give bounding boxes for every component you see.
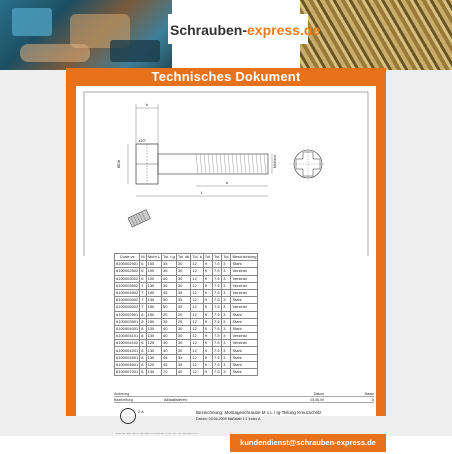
table-cell: 7 <box>140 304 146 311</box>
table-cell: 8 <box>140 340 146 347</box>
table-cell: 35 <box>162 261 177 268</box>
table-cell: Verzinkt <box>231 304 258 311</box>
table-cell: 12 <box>191 340 203 347</box>
table-cell: Stahl <box>231 361 258 368</box>
header-tol-lg: Tol. Lg <box>163 254 175 260</box>
table-cell: 30 <box>176 282 191 289</box>
parts-table-body <box>115 261 258 376</box>
brand-name-main: Schrauben- <box>170 22 248 38</box>
table-cell: 12 <box>191 361 203 368</box>
table-cell: 3 <box>222 311 231 318</box>
table-cell: 6100005002 <box>116 297 139 303</box>
sub-description-text: Datum: 03.06.2009 Maßstab 1:1 Index A <box>196 417 261 421</box>
dim-b: b <box>226 180 229 185</box>
table-cell: 40 <box>162 275 177 282</box>
table-cell: 12 <box>191 311 203 318</box>
table-cell: 25 <box>162 311 177 318</box>
table-cell: 9 <box>203 282 212 289</box>
table-cell: 8 <box>140 325 146 332</box>
table-cell: Stahl <box>231 325 258 332</box>
table-cell: 100 <box>146 261 161 268</box>
table-cell: 12 <box>191 304 203 311</box>
table-cell: 6100004502 <box>116 290 139 296</box>
table-row <box>115 369 258 376</box>
table-cell: 3 <box>222 318 231 325</box>
table-cell: 9 <box>203 369 212 376</box>
table-cell: 6100003501 <box>116 318 139 324</box>
table-cell: 35 <box>162 268 177 275</box>
table-row <box>115 311 258 318</box>
table-cell: 7.5 <box>212 311 221 318</box>
parts-table-header-row <box>115 254 258 261</box>
table-cell: 12 <box>191 268 203 275</box>
table-cell: Verzinkt <box>231 340 258 347</box>
table-cell: 3 <box>222 282 231 289</box>
table-cell: 9 <box>203 268 212 275</box>
table-cell: 3 <box>222 297 231 304</box>
table-row <box>115 268 258 275</box>
table-cell: 9 <box>203 311 212 318</box>
table-cell: 6 <box>140 275 146 282</box>
table-cell: Verzinkt <box>231 282 258 289</box>
table-cell: 7.5 <box>212 289 221 296</box>
table-cell: 35 <box>176 297 191 304</box>
label-name: Name <box>364 391 374 396</box>
table-cell: 7.5 <box>212 340 221 347</box>
header-tol-dk: Tol. dk <box>177 254 190 260</box>
document-title-bar <box>66 68 386 86</box>
header-photo-screws <box>300 0 452 70</box>
table-cell: 35 <box>162 318 177 325</box>
title-block-row <box>114 397 374 403</box>
table-cell: 7.5 <box>212 318 221 325</box>
table-cell: 9 <box>203 261 212 268</box>
table-cell: 6100002502 <box>116 268 139 274</box>
description-text: Bezeichnung: Montageschraube M x L / Ig-Teilung Kreuzschlitz <box>196 410 322 415</box>
table-cell: 6100007001 <box>116 369 139 375</box>
table-cell: 3 <box>222 369 231 376</box>
table-cell: 8 <box>140 369 146 376</box>
table-cell: 12 <box>191 261 203 268</box>
table-cell: 8 <box>140 311 146 318</box>
table-cell: 30 <box>176 268 191 275</box>
table-cell: 6100003502 <box>116 282 139 288</box>
logo-label: Z.A. <box>138 410 145 414</box>
header-tol-c: Tol. <box>223 254 230 260</box>
table-cell: 9 <box>203 297 212 304</box>
table-cell: 40 <box>162 325 177 332</box>
table-cell: 7.5 <box>212 297 221 304</box>
table-cell: 3 <box>222 340 231 347</box>
table-cell: 45 <box>162 289 177 296</box>
header-nicht-l: Nicht L <box>147 254 161 260</box>
table-cell: Verzinkt <box>231 333 258 340</box>
table-cell: 125 <box>146 340 161 347</box>
table-cell: 7 <box>140 289 146 296</box>
table-cell: 7.5 <box>212 304 221 311</box>
table-cell: 12 <box>191 282 203 289</box>
title-block <box>114 391 374 403</box>
table-cell: 7.5 <box>212 282 221 289</box>
table-cell: 50 <box>162 304 177 311</box>
table-cell: 7.5 <box>212 347 221 354</box>
table-cell: 7.5 <box>212 361 221 368</box>
table-cell: 35 <box>176 289 191 296</box>
table-cell: 150 <box>146 311 161 318</box>
table-cell: 6100004001 <box>116 325 139 331</box>
table-cell: 25 <box>176 318 191 325</box>
technical-sheet <box>76 86 376 421</box>
table-cell: 30 <box>176 261 191 268</box>
table-cell: 3 <box>222 304 231 311</box>
table-cell: 40 <box>162 347 177 354</box>
table-cell: 3 <box>222 333 231 340</box>
table-cell: 12 <box>191 333 203 340</box>
table-cell: 6100002501 <box>116 261 139 267</box>
table-cell: 9 <box>203 340 212 347</box>
table-cell: Verzinkt <box>231 275 258 282</box>
contact-bar <box>230 434 386 452</box>
table-cell: 35 <box>162 282 177 289</box>
table-cell: 7.5 <box>212 354 221 361</box>
table-cell: Verzinkt <box>231 289 258 296</box>
table-row <box>115 304 258 311</box>
brand-logo[interactable] <box>170 22 320 38</box>
table-cell: 6 <box>140 268 146 275</box>
table-cell: 8 <box>140 318 146 325</box>
date-value: 03.06.09 <box>310 397 324 402</box>
label-aenderung: Änderung <box>114 391 130 396</box>
table-cell: 12 <box>191 275 203 282</box>
table-cell: 130 <box>146 354 161 361</box>
parts-table <box>114 253 258 376</box>
description-block <box>196 410 321 421</box>
table-cell: 6100004101 <box>116 333 139 339</box>
header-beschichtung: Beschichtung <box>232 254 257 260</box>
table-cell: Stahl <box>231 369 258 376</box>
table-cell: 150 <box>146 304 161 311</box>
table-cell: 3 <box>222 354 231 361</box>
table-cell: 6100004601 <box>116 361 139 367</box>
technical-drawing <box>76 86 376 256</box>
table-cell: 6 <box>140 261 146 268</box>
table-row <box>115 275 258 282</box>
table-cell: 7.5 <box>212 325 221 332</box>
table-cell: 12 <box>191 318 203 325</box>
table-cell: 9 <box>203 318 212 325</box>
table-cell: 100 <box>146 268 161 275</box>
table-cell: 45 <box>162 354 177 361</box>
table-cell: 130 <box>146 369 161 376</box>
table-cell: 9 <box>203 289 212 296</box>
dim-l: L <box>201 190 204 195</box>
table-cell: 6100004501 <box>116 354 139 360</box>
table-cell: 7.5 <box>212 369 221 376</box>
table-cell: 130 <box>146 325 161 332</box>
table-row <box>115 354 258 361</box>
table-cell: 8 <box>140 354 146 361</box>
table-cell: 3 <box>222 268 231 275</box>
table-row <box>115 297 258 304</box>
table-cell: 30 <box>176 325 191 332</box>
table-cell: 7.5 <box>212 333 221 340</box>
table-cell: 7 <box>140 282 146 289</box>
table-cell: 9 <box>203 304 212 311</box>
table-row <box>115 282 258 289</box>
header-tol-a: Tol. <box>204 254 211 260</box>
table-cell: Stahl <box>231 318 258 325</box>
table-row <box>115 289 258 296</box>
header-code: Code vs <box>115 254 140 261</box>
table-cell: 6100006002 <box>116 304 139 310</box>
table-cell: 130 <box>146 333 161 340</box>
header-tol-b: Tol. <box>213 254 221 260</box>
table-row <box>115 347 258 354</box>
table-cell: 6100004102 <box>116 340 139 346</box>
table-cell: 8 <box>140 347 146 354</box>
label-datum: Datum <box>313 391 324 396</box>
brand-name-accent: express.de <box>247 22 321 38</box>
table-cell: 40 <box>162 333 177 340</box>
table-cell: Stahl <box>231 261 258 268</box>
table-cell: 70 <box>162 369 177 376</box>
dim-angle: 120° <box>138 138 147 143</box>
table-cell: 35 <box>176 361 191 368</box>
table-cell: 45 <box>162 361 177 368</box>
table-cell: 150 <box>146 318 161 325</box>
table-cell: 40 <box>162 340 177 347</box>
table-row <box>115 261 258 268</box>
table-cell: 35 <box>176 304 191 311</box>
table-cell: Stahl <box>231 311 258 318</box>
value-bearbeitung: Aktualisieren <box>164 397 187 402</box>
table-cell: 120 <box>146 361 161 368</box>
table-cell: Stahl <box>231 347 258 354</box>
header-banner <box>0 0 452 70</box>
label-bearbeitung: Bearbeitung <box>114 397 133 402</box>
table-cell: 130 <box>146 282 161 289</box>
right-accent-strip <box>376 86 386 416</box>
table-cell: 3 <box>222 275 231 282</box>
table-cell: 7.5 <box>212 275 221 282</box>
table-cell: 20 <box>176 311 191 318</box>
table-cell: 35 <box>176 354 191 361</box>
header-m: M <box>141 254 145 260</box>
table-cell: 8 <box>140 361 146 368</box>
table-cell: 9 <box>203 333 212 340</box>
table-cell: 130 <box>146 297 161 304</box>
table-row <box>115 340 258 347</box>
table-cell: 3 <box>222 325 231 332</box>
header-photo-tools <box>0 0 172 70</box>
document-title: Technisches Dokument <box>151 69 301 84</box>
table-cell: 3 <box>222 361 231 368</box>
table-cell: 12 <box>191 325 203 332</box>
table-cell: 12 <box>191 297 203 304</box>
table-cell: 50 <box>162 297 177 304</box>
table-cell: 3 <box>222 289 231 296</box>
dim-k: k <box>146 102 148 107</box>
table-cell: 9 <box>203 354 212 361</box>
table-cell: 7.5 <box>212 261 221 268</box>
table-row <box>115 333 258 340</box>
table-cell: 30 <box>176 333 191 340</box>
table-cell: 7.5 <box>212 268 221 275</box>
table-cell: 8 <box>140 333 146 340</box>
table-cell: 100 <box>146 275 161 282</box>
table-cell: 12 <box>191 354 203 361</box>
certification-logo-icon <box>120 408 136 424</box>
table-cell: Verzinkt <box>231 268 258 275</box>
table-row <box>115 361 258 368</box>
table-cell: 30 <box>176 340 191 347</box>
table-cell: 9 <box>203 325 212 332</box>
left-accent-strip <box>66 86 76 416</box>
table-cell: Stahl <box>231 297 258 304</box>
dim-dk: ØDk <box>116 160 121 168</box>
table-cell: 12 <box>191 369 203 376</box>
header-tol-k: Tol. k <box>192 254 202 260</box>
table-cell: 40 <box>176 369 191 376</box>
table-cell: 3 <box>222 261 231 268</box>
table-row <box>115 325 258 332</box>
table-cell: 6100004201 <box>116 347 139 353</box>
contact-email-link[interactable]: kundendienst@schrauben-express.de <box>240 438 376 447</box>
table-cell: 9 <box>203 347 212 354</box>
table-cell: 12 <box>191 347 203 354</box>
dim-thread: Metrisch <box>273 154 277 168</box>
table-cell: 12 <box>191 289 203 296</box>
table-cell: 130 <box>146 347 161 354</box>
driver-bit-illustration <box>128 210 150 228</box>
table-cell: 9 <box>203 361 212 368</box>
thread-hatching <box>196 154 266 174</box>
table-cell: 30 <box>176 347 191 354</box>
table-cell: 3 <box>222 347 231 354</box>
table-cell: 6100003002 <box>116 275 139 281</box>
table-cell: 6100002501 <box>116 311 139 317</box>
table-cell: 9 <box>203 275 212 282</box>
table-cell: Stahl <box>231 354 258 361</box>
table-cell: 30 <box>176 275 191 282</box>
table-row <box>115 318 258 325</box>
table-cell: 150 <box>146 289 161 296</box>
name-value: A <box>371 397 374 402</box>
table-cell: 7 <box>140 297 146 304</box>
